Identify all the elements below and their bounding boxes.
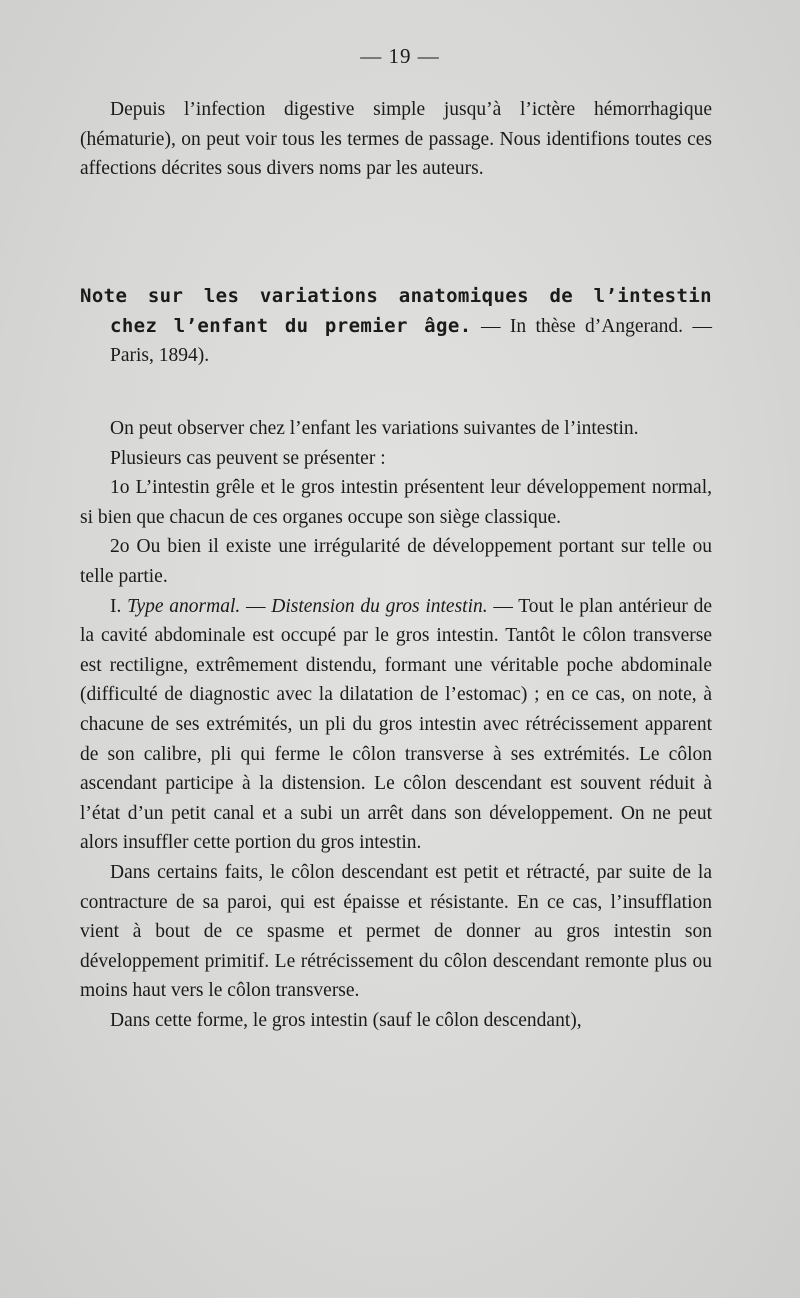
paragraph-7: Dans cette forme, le gros intestin (sauf le côlon descendant), — [110, 1009, 582, 1031]
paragraph-3: 1o L’intestin grêle et le gros intestin présentent leur développement normal, si bien que chacun de ces organes occupe son siège classique. — [80, 477, 712, 528]
p5-italic-distension: Distension du gros intestin. — [271, 595, 488, 617]
paragraph-1: On peut observer chez l’enfant les variations suivantes de l’intestin. — [110, 418, 639, 439]
p5-prefix: I. — [110, 595, 128, 617]
paragraph-2: Plusieurs cas peuvent se présenter : — [110, 447, 386, 469]
paragraph-4: 2o Ou bien il existe une irrégularité de développement portant sur telle ou telle partie. — [80, 536, 712, 587]
body-block — [80, 414, 712, 1035]
note-heading — [80, 282, 712, 371]
note-block — [80, 282, 712, 371]
note-title-bold: Note sur les variations anatomiques de l’intestin chez l’enfant du premier âge. — [80, 285, 712, 337]
intro-paragraph: Depuis l’infection digestive simple jusqu’à l’ictère hémorrhagique (hématurie), on peut voir tous les termes de passage. Nous identifions toutes ces affections décrites sous divers noms par les auteurs. — [80, 99, 712, 180]
intro-block — [80, 95, 712, 184]
p5-rest: — Tout le plan antérieur de la cavité abdominale est occupé par le gros intestin. Tantôt le côlon transverse est rectiligne, extrêmement distendu, formant une véritable poche abdominale (difficulté de diagnostic avec la dilatation de l’estomac) ; en ce cas, on note, à chacune de ses extrémités, un pli du gros intestin avec rétrécissement apparent de son calibre, pli qui ferme le côlon transverse à ses extrémités. Le côlon ascendant participe à la distension. Le côlon descendant est souvent réduit à l’état d’un petit canal et a subi un arrêt dans son développement. On ne peut alors insuffler cette portion du gros intestin. — [80, 595, 713, 854]
p5-italic-type: Type anormal. — [127, 595, 241, 617]
note-title-rest: — In thèse d’Angerand. — Paris, 1894). — [110, 315, 712, 367]
paragraph-6: Dans certains faits, le côlon descendant est petit et rétracté, par suite de la contracture de sa paroi, qui est épaisse et résistante. En ce cas, l’insufflation vient à bout de ce spasme et permet de donner au gros intestin son développement primitif. Le rétrécissement du côlon descendant remonte plus ou moins haut vers le côlon transverse. — [80, 861, 712, 1002]
paragraph-5 — [80, 592, 712, 858]
p5-dash: — — [240, 595, 272, 617]
page-number: — 19 — — [360, 44, 440, 68]
